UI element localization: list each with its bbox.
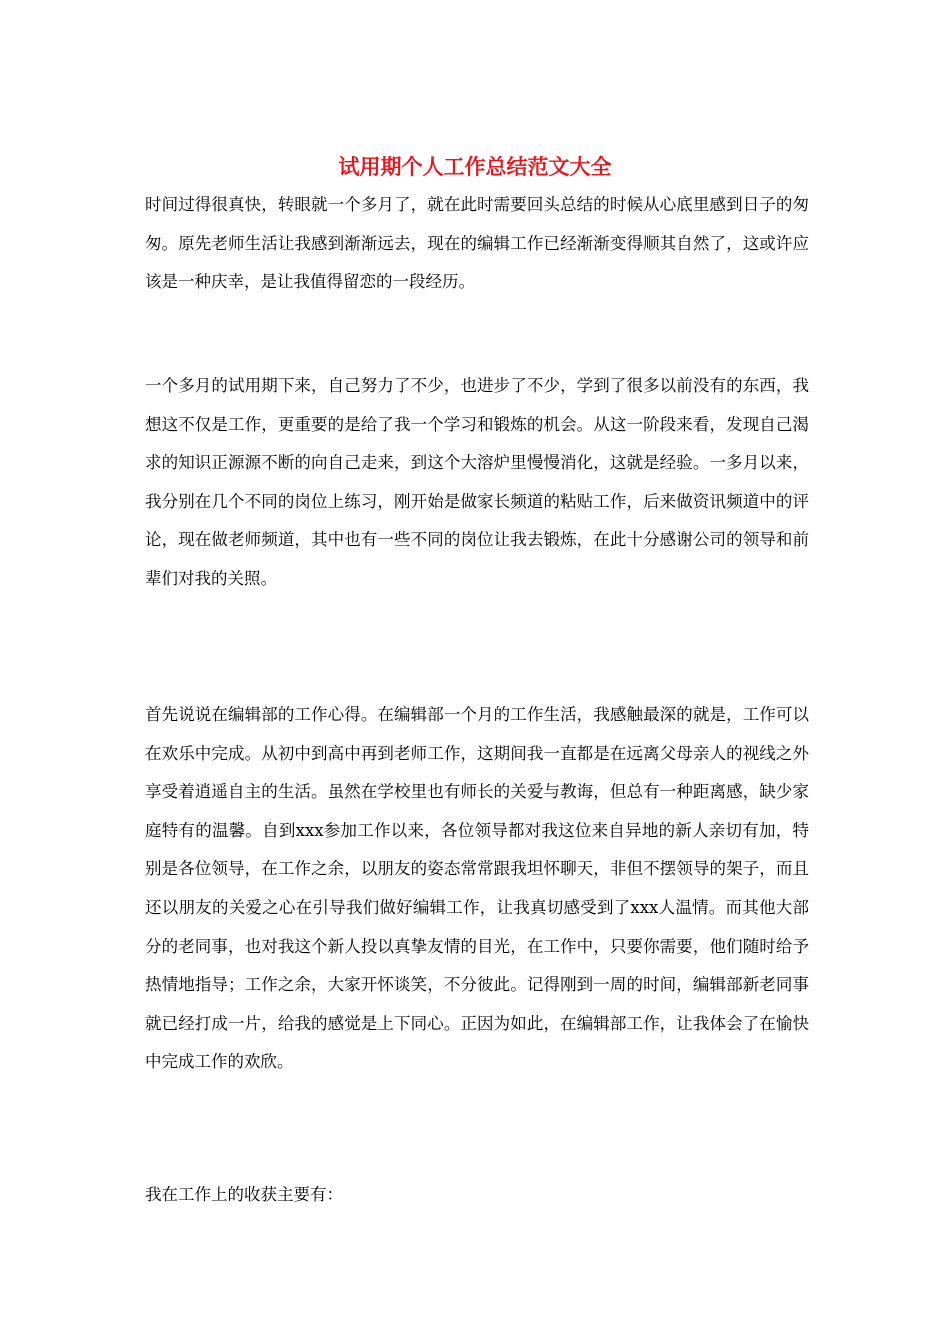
paragraph-editorial-experience: 首先说说在编辑部的工作心得。在编辑部一个月的工作生活，我感触最深的就是，工作可以在欢乐中完成。从初中到高中再到老师工作，这期间我一直都是在远离父母亲人的视线之外享受着逍遥自主的生活。虽然在学校里也有师长的关爱与教诲，但总有一种距离感，缺少家庭特有的温馨。自到xxx参加工作以来，各位领导都对我这位来自异地的新人亲切有加，特别是各位领导，在工作之余，以朋友的姿态常常跟我坦怀聊天，非但不摆领导的架子，而且还以朋友的关爱之心在引导我们做好编辑工作，让我真切感受到了xxx人温情。而其他大部分的老同事，也对我这个新人投以真挚友情的目光，在工作中，只要你需要，他们随时给予热情地指导；工作之余，大家开怀谈笑，不分彼此。记得刚到一周的时间，编辑部新老同事就已经打成一片，给我的感觉是上下同心。正因为如此，在编辑部工作，让我体会了在愉快中完成工作的欢欣。	[145, 705, 809, 1072]
paragraph-intro: 时间过得很真快，转眼就一个多月了，就在此时需要回头总结的时候从心底里感到日子的匆匆。原先老师生活让我感到渐渐远去，现在的编辑工作已经渐渐变得顺其自然了，这或许应该是一种庆幸，是让我值得留恋的一段经历。	[145, 195, 809, 292]
paragraph-gains-heading: 我在工作上的收获主要有：	[145, 1185, 343, 1204]
document-title: 试用期个人工作总结范文大全	[338, 154, 612, 179]
paragraph-probation-summary: 一个多月的试用期下来，自己努力了不少，也进步了不少，学到了很多以前没有的东西，我想这不仅是工作，更重要的是给了我一个学习和锻炼的机会。从这一阶段来看，发现自己渴求的知识正源源不断的向自己走来，到这个大溶炉里慢慢消化，这就是经验。一多月以来，我分别在几个不同的岗位上练习，刚开始是做家长频道的粘贴工作，后来做资讯频道中的评论，现在做老师频道，其中也有一些不同的岗位让我去锻炼，在此十分感谢公司的领导和前辈们对我的关照。	[145, 376, 809, 588]
